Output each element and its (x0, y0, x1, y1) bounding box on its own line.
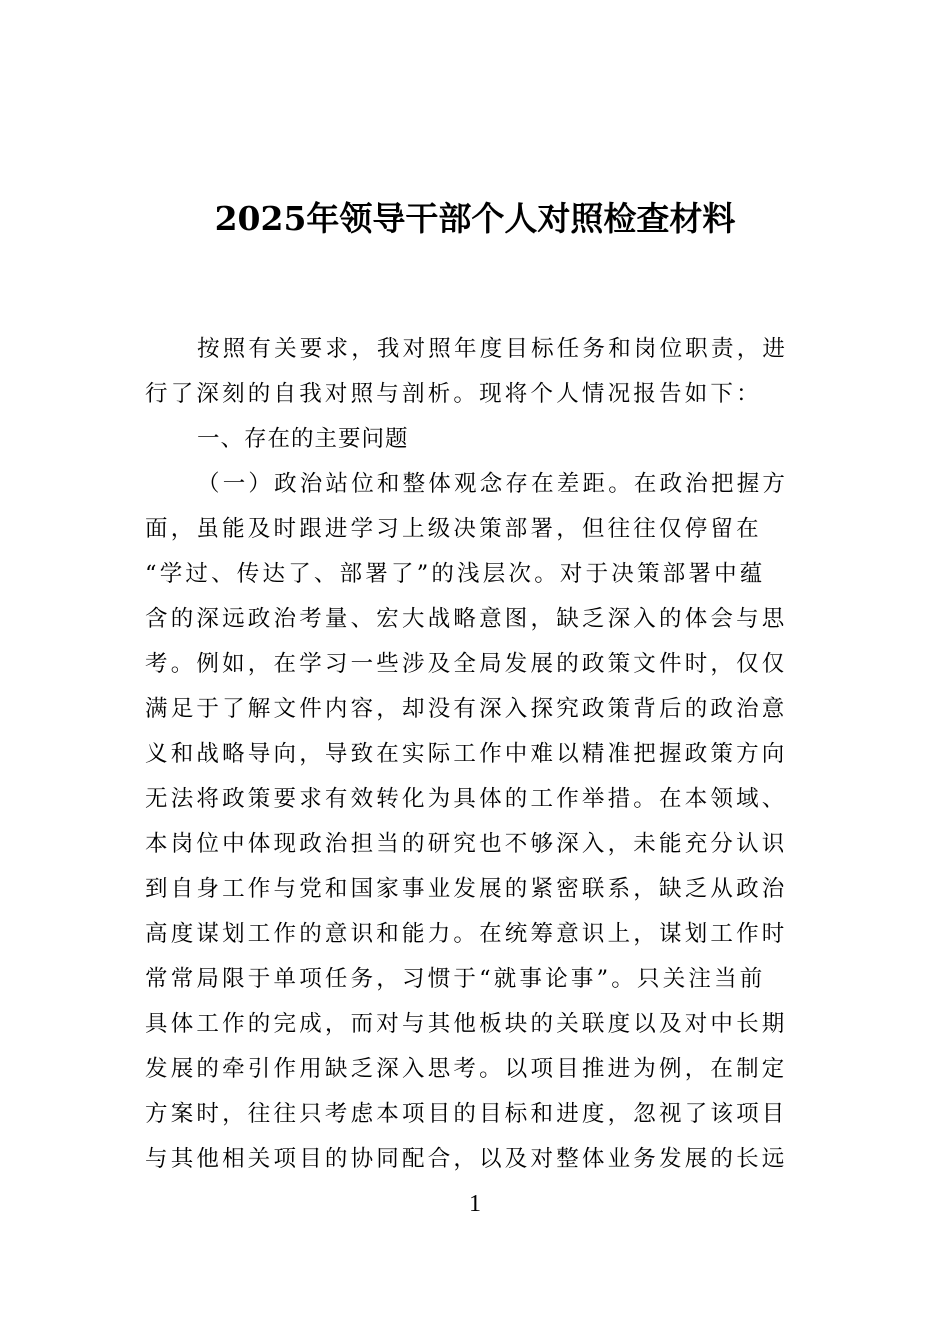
document-body (145, 327, 805, 1182)
paragraph-line: 高度谋划工作的意识和能力。在统筹意识上，谋划工作时 (145, 921, 788, 947)
section-heading: 一、存在的主要问题 (197, 426, 409, 452)
paragraph-line: 含的深远政治考量、宏大战略意图，缺乏深入的体会与思 (145, 606, 788, 632)
paragraph-line: 面，虽能及时跟进学习上级决策部署，但往往仅停留在 (145, 516, 762, 542)
paragraph-line: 按照有关要求，我对照年度目标任务和岗位职责，进 (197, 336, 789, 362)
paragraph-line: 行了深刻的自我对照与剖析。现将个人情况报告如下： (145, 381, 762, 407)
page-number: 1 (469, 1191, 481, 1217)
paragraph-line: 无法将政策要求有效转化为具体的工作举措。在本领域、 (145, 786, 788, 812)
paragraph-line: 方案时，往往只考虑本项目的目标和进度，忽视了该项目 (145, 1101, 788, 1127)
paragraph-line: 与其他相关项目的协同配合，以及对整体业务发展的长远 (145, 1146, 788, 1172)
document-title: 2025年领导干部个人对照检查材料 (214, 199, 736, 238)
paragraph-line: 到自身工作与党和国家事业发展的紧密联系，缺乏从政治 (145, 876, 788, 902)
paragraph-line: 常常局限于单项任务，习惯于“就事论事”。只关注当前 (145, 966, 766, 992)
paragraph-line: 考。例如，在学习一些涉及全局发展的政策文件时，仅仅 (145, 651, 788, 677)
paragraph-line: 本岗位中体现政治担当的研究也不够深入，未能充分认识 (145, 831, 788, 857)
paragraph-line: 具体工作的完成，而对与其他板块的关联度以及对中长期 (145, 1011, 788, 1037)
paragraph-line: “学过、传达了、部署了”的浅层次。对于决策部署中蕴 (145, 561, 766, 587)
paragraph-line: 发展的牵引作用缺乏深入思考。以项目推进为例，在制定 (145, 1056, 788, 1082)
paragraph-line: 义和战略导向，导致在实际工作中难以精准把握政策方向 (145, 741, 788, 767)
paragraph-line: 满足于了解文件内容，却没有深入探究政策背后的政治意 (145, 696, 788, 722)
paragraph-line: （一）政治站位和整体观念存在差距。在政治把握方 (197, 471, 789, 497)
